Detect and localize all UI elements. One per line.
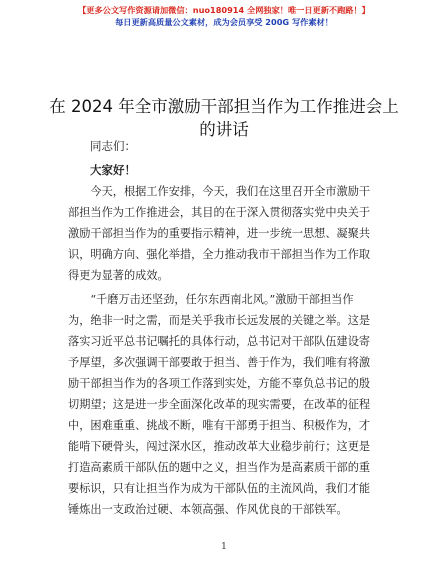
paragraph-line: 打造高素质干部队伍的题中之义，担当作为是高素质干部的重 bbox=[68, 461, 371, 474]
paragraph-line: 今天，根据工作安排，今天，我们在这里召开全市激励干 bbox=[68, 185, 371, 198]
paragraph-line: 为，绝非一时之需，而是关乎我市长远发展的关键之举。这是 bbox=[68, 314, 371, 327]
paragraph-line: 中，困难重重、挑战不断，唯有干部勇于担当、积极作为，才 bbox=[68, 419, 371, 432]
greeting: 大家好！ bbox=[90, 163, 136, 177]
paragraph-line: 能啃下硬骨头，闯过深水区，推动改革大业稳步前行；这更是 bbox=[68, 440, 371, 453]
paragraph-line: 得更为显著的成效。 bbox=[68, 269, 169, 282]
paragraph-line: 切期望；这是进一步全面深化改革的现实需要，在改革的征程 bbox=[68, 398, 371, 411]
paragraph-line: 要标识，只有让担当作为成为干部队伍的主流风尚，我们才能 bbox=[68, 482, 371, 495]
paragraph-2 bbox=[68, 289, 384, 520]
paragraph-line: 激励干部担当作为的重要指示精神，进一步统一思想、凝聚共 bbox=[68, 227, 371, 240]
salutation: 同志们： bbox=[90, 139, 136, 153]
title-line-2: 的讲话 bbox=[199, 120, 249, 139]
banner-line-promo: 【更多公文写作资源请加微信：nuo180914 全网独家！唯一日更新不跑路！】 bbox=[78, 5, 370, 15]
paragraph-line: 励干部担当作为的各项工作落到实处，方能不辜负总书记的殷 bbox=[68, 377, 371, 390]
page-number: 1 bbox=[221, 542, 227, 552]
banner-line-membership: 每日更新高质量公文素材，成为会员享受 200G 写作素材！ bbox=[115, 17, 333, 27]
paragraph-line: 予厚望，多次强调干部要敢于担当、善于作为，我们唯有将激 bbox=[68, 356, 371, 369]
paragraph-line: 识，明确方向、强化举措，全力推动我市干部担当作为工作取 bbox=[68, 248, 371, 261]
document-title bbox=[40, 95, 408, 141]
paragraph-1 bbox=[68, 181, 384, 286]
paragraph-line: 部担当作为工作推进会，其目的在于深入贯彻落实党中央关于 bbox=[68, 206, 371, 219]
paragraph-line: 锤炼出一支政治过硬、本领高强、作风优良的干部铁军。 bbox=[68, 503, 348, 516]
paragraph-line: “千磨万击还坚劲，任尔东西南北风。”激励干部担当作 bbox=[68, 293, 354, 306]
header-banner bbox=[0, 4, 448, 28]
paragraph-line: 落实习近平总书记嘱托的具体行动，总书记对干部队伍建设寄 bbox=[68, 335, 371, 348]
title-line-1: 在 2024 年全市激励干部担当作为工作推进会上 bbox=[49, 97, 399, 116]
